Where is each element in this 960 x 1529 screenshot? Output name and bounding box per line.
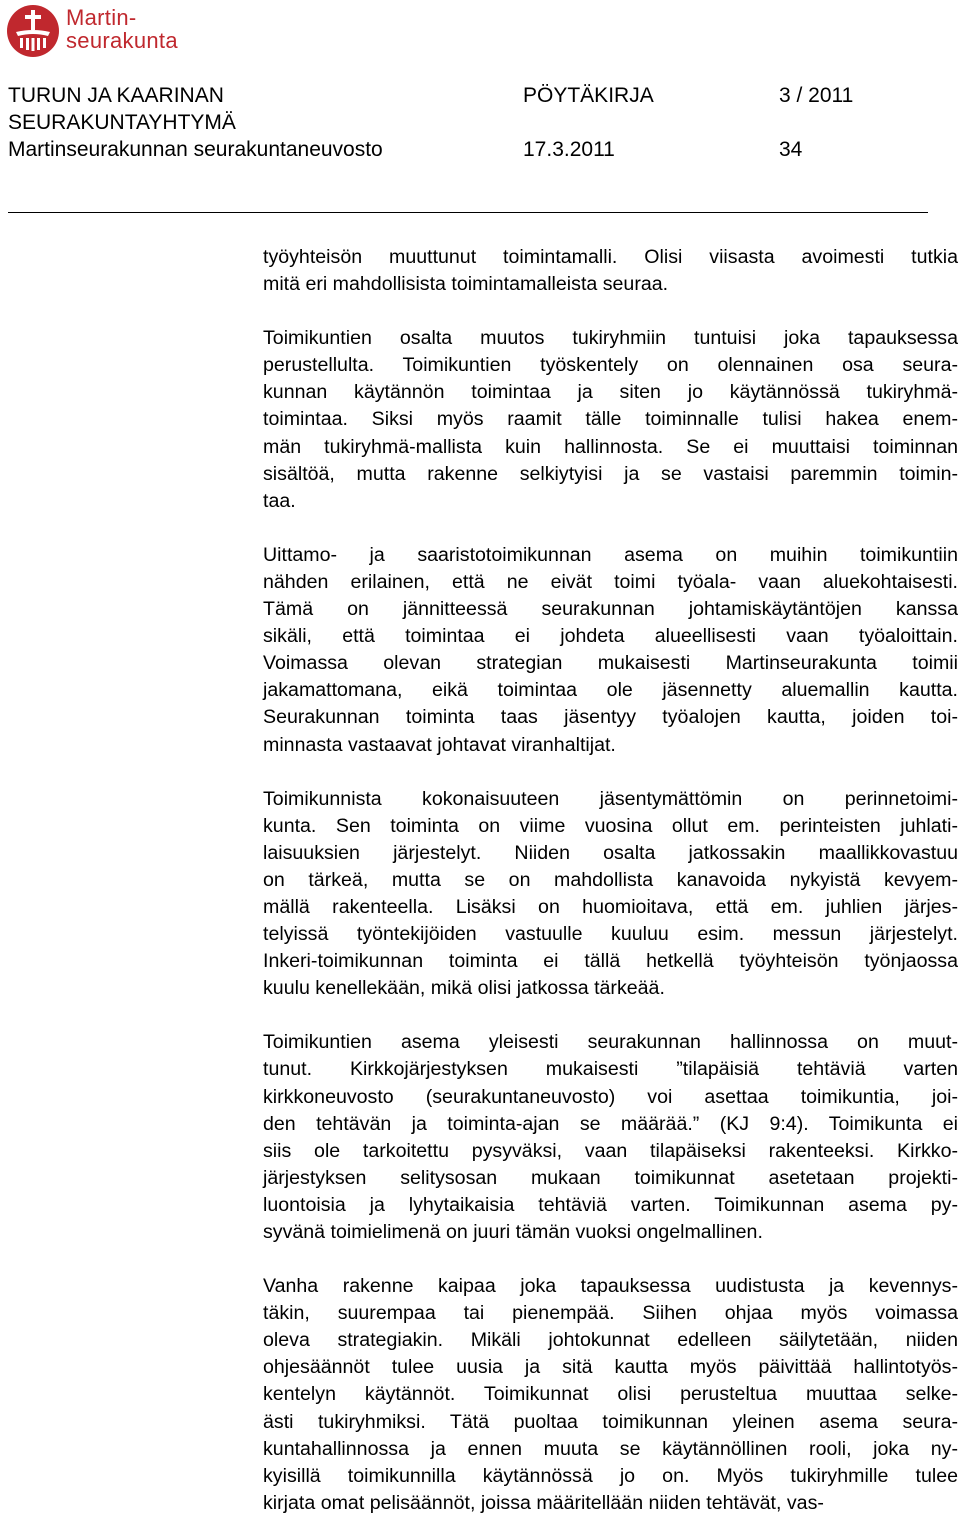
text-line: järjestyksen selitysosan mukaan toimikunnat asetetaan projekti- [263, 1166, 958, 1189]
cross-emblem-icon [6, 4, 60, 58]
header-divider [8, 212, 928, 213]
text-line: kentelyn käytännöt. Toimikunnat olisi perusteltua muuttaa selke- [263, 1383, 958, 1406]
text-line: siis ole tarkoitettu pysyväksi, vaan tilapäiseksi rakenteeksi. Kirkko- [263, 1139, 958, 1162]
text-line: kuulu kenellekään, mikä olisi jatkossa tärkeää. [263, 977, 665, 1000]
text-line: Tämä on jännitteessä seurakunnan johtamiskäytäntöjen kanssa [263, 598, 958, 621]
text-line: sikäli, että toimintaa ei johdeta alueellisesti vaan työaloittain. [263, 625, 958, 648]
parish-logo [6, 4, 206, 58]
text-line: täkin, suurempaa tai pienempää. Siihen ohjaa myös voimassa [263, 1302, 958, 1325]
paragraph [263, 1273, 958, 1517]
text-line: Toimikunnista kokonaisuuteen jäsentymättömin on perinnetoimi- [263, 787, 958, 810]
paragraph [263, 786, 958, 1003]
text-line: telyissä työntekijöiden vastuulle kuuluu esim. messun järjestelyt. [263, 923, 958, 946]
text-line: luontoisia ja lyhytaikaisia tehtäviä varten. Toimikunnan asema py- [263, 1193, 958, 1216]
text-line: mällä rakenteella. Lisäksi on huomioitava, että em. juhlien järjes- [263, 895, 958, 918]
text-line: tunut. Kirkkojärjestyksen mukaisesti ”tilapäisiä tehtäviä varten [263, 1058, 958, 1081]
text-line: jakamattomana, eikä toimintaa ole jäsennetty aluemallin kautta. [263, 679, 958, 702]
text-line: oleva strategiakin. Mikäli johtokunnat edelleen säilytetään, niiden [263, 1329, 958, 1352]
paragraph [263, 542, 958, 759]
text-line: taa. [263, 489, 296, 512]
page-number: 34 [779, 138, 803, 161]
org-name-line-2: SEURAKUNTAYHTYMÄ [8, 111, 236, 134]
text-line: ästi tukiryhmiksi. Tätä puoltaa toimikunnan yleinen asema seura- [263, 1410, 958, 1433]
text-line: Voimassa olevan strategian mukaisesti Martinseurakunta toimii [263, 652, 958, 675]
text-line: Inkeri-toimikunnan toiminta ei tällä hetkellä työyhteisön työnjaossa [263, 950, 958, 973]
text-line: Toimikuntien osalta muutos tukiryhmiin tuntuisi joka tapauksessa [263, 327, 958, 350]
text-line: kunnan käytännön toimintaa ja siten jo käytännössä tukiryhmä- [263, 381, 958, 404]
text-line: mitä eri mahdollisista toimintamalleista seuraa. [263, 273, 669, 296]
paragraph [263, 244, 958, 298]
text-line: kirkkoneuvosto (seurakuntaneuvosto) voi asettaa toimikuntia, joi- [263, 1085, 958, 1108]
text-line: Vanha rakenne kaipaa joka tapauksessa uudistusta ja kevennys- [263, 1275, 958, 1298]
paragraph [263, 1029, 958, 1246]
document-body [263, 244, 958, 1517]
text-line: perustellulta. Toimikuntien työskentely on olennainen osa seura- [263, 354, 958, 377]
text-line: kunta. Sen toiminta on viime vuosina ollut em. perinteisten juhlati- [263, 814, 958, 837]
logo-line-1: Martin- [66, 5, 137, 30]
text-line: den tehtävän ja toiminta-ajan se määrää.” (KJ 9:4). Toimikunta ei [263, 1112, 958, 1135]
logo-line-2: seurakunta [66, 28, 178, 53]
document-type: PÖYTÄKIRJA [523, 84, 654, 107]
text-line: Uittamo- ja saaristotoimikunnan asema on muihin toimikuntiin [263, 543, 958, 566]
body-name: Martinseurakunnan seurakuntaneuvosto [8, 138, 383, 161]
text-line: ohjesäännöt tulee uusia ja sitä kautta myös päivittää hallintotyös- [263, 1356, 958, 1379]
text-line: sisältöä, mutta rakenne selkiytyisi ja se vastaisi paremmin toimin- [263, 462, 958, 485]
text-line: män tukiryhmä-mallista kuin hallinnosta. Se ei muuttaisi toiminnan [263, 435, 958, 458]
text-line: työyhteisön muuttunut toimintamalli. Olisi viisasta avoimesti tutkia [263, 246, 958, 268]
document-number: 3 / 2011 [779, 84, 854, 107]
text-line: kuntahallinnossa ja ennen muuta se käytännöllinen rooli, joka ny- [263, 1437, 958, 1460]
text-line: laisuuksien järjestelyt. Niiden osalta jatkossakin maallikkovastuu [263, 841, 958, 864]
text-line: on tärkeä, mutta se on mahdollista kanavoida nykyistä kevyem- [263, 868, 958, 891]
text-line: toimintaa. Siksi myös raamit tälle toiminnalle tulisi hakea enem- [263, 408, 958, 431]
text-line: Seurakunnan toiminta taas jäsentyy työalojen kautta, joiden toi- [263, 706, 958, 729]
org-name-line-1: TURUN JA KAARINAN [8, 84, 224, 107]
text-line: kirjata omat pelisäännöt, joissa määritellään niiden tehtävät, vas- [263, 1491, 824, 1514]
paragraph [263, 325, 958, 515]
text-line: minnasta vastaavat johtavat viranhaltijat. [263, 733, 616, 756]
text-line: Toimikuntien asema yleisesti seurakunnan hallinnossa on muut- [263, 1031, 958, 1054]
meeting-date: 17.3.2011 [523, 138, 615, 161]
text-line: syvänä toimielimenä on juuri tämän vuoksi ongelmallinen. [263, 1221, 763, 1243]
logo-wordmark [66, 6, 178, 52]
text-line: nähden erilainen, että ne eivät toimi työala- vaan aluekohtaisesti. [263, 570, 958, 593]
text-line: kyisillä toimikunnilla käytännössä jo on. Myös tukiryhmille tulee [263, 1464, 958, 1487]
